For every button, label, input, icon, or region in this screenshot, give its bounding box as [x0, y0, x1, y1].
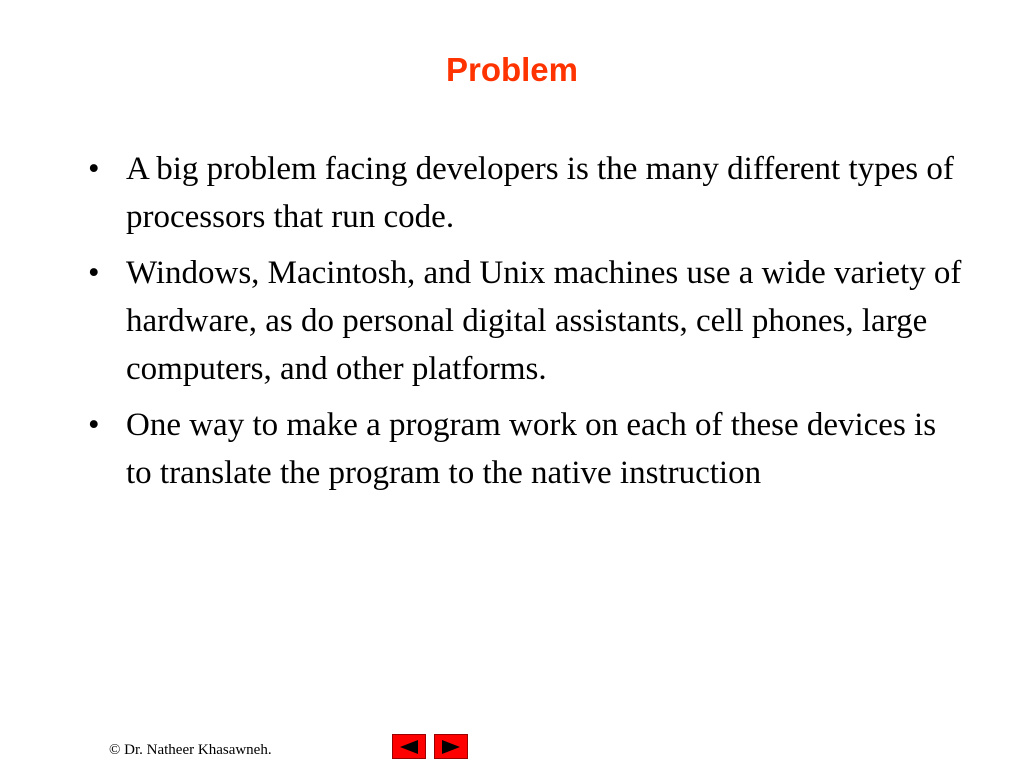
bullet-item [84, 249, 964, 393]
bullet-icon: • [88, 255, 100, 291]
triangle-left-icon [398, 739, 420, 755]
bullet-text: A big problem facing developers is the many different types of processors that run code. [126, 151, 954, 235]
footer-copyright: © Dr. Natheer Khasawneh. [109, 742, 272, 758]
bullet-icon: • [88, 151, 100, 187]
previous-slide-button[interactable] [392, 734, 426, 759]
bullet-text: Windows, Macintosh, and Unix machines use a wide variety of hardware, as do personal digital assistants, cell phones, large computers, and other platforms. [126, 255, 962, 387]
nav-buttons [392, 734, 468, 759]
triangle-right-icon [440, 739, 462, 755]
bullet-item [84, 145, 964, 241]
next-slide-button[interactable] [434, 734, 468, 759]
slide-title: Problem [445, 51, 579, 88]
bullet-item [84, 401, 964, 497]
bullet-icon: • [88, 407, 100, 443]
bullet-text: One way to make a program work on each of these devices is to translate the program to the native instruction [126, 407, 937, 491]
bullet-list [84, 145, 964, 505]
